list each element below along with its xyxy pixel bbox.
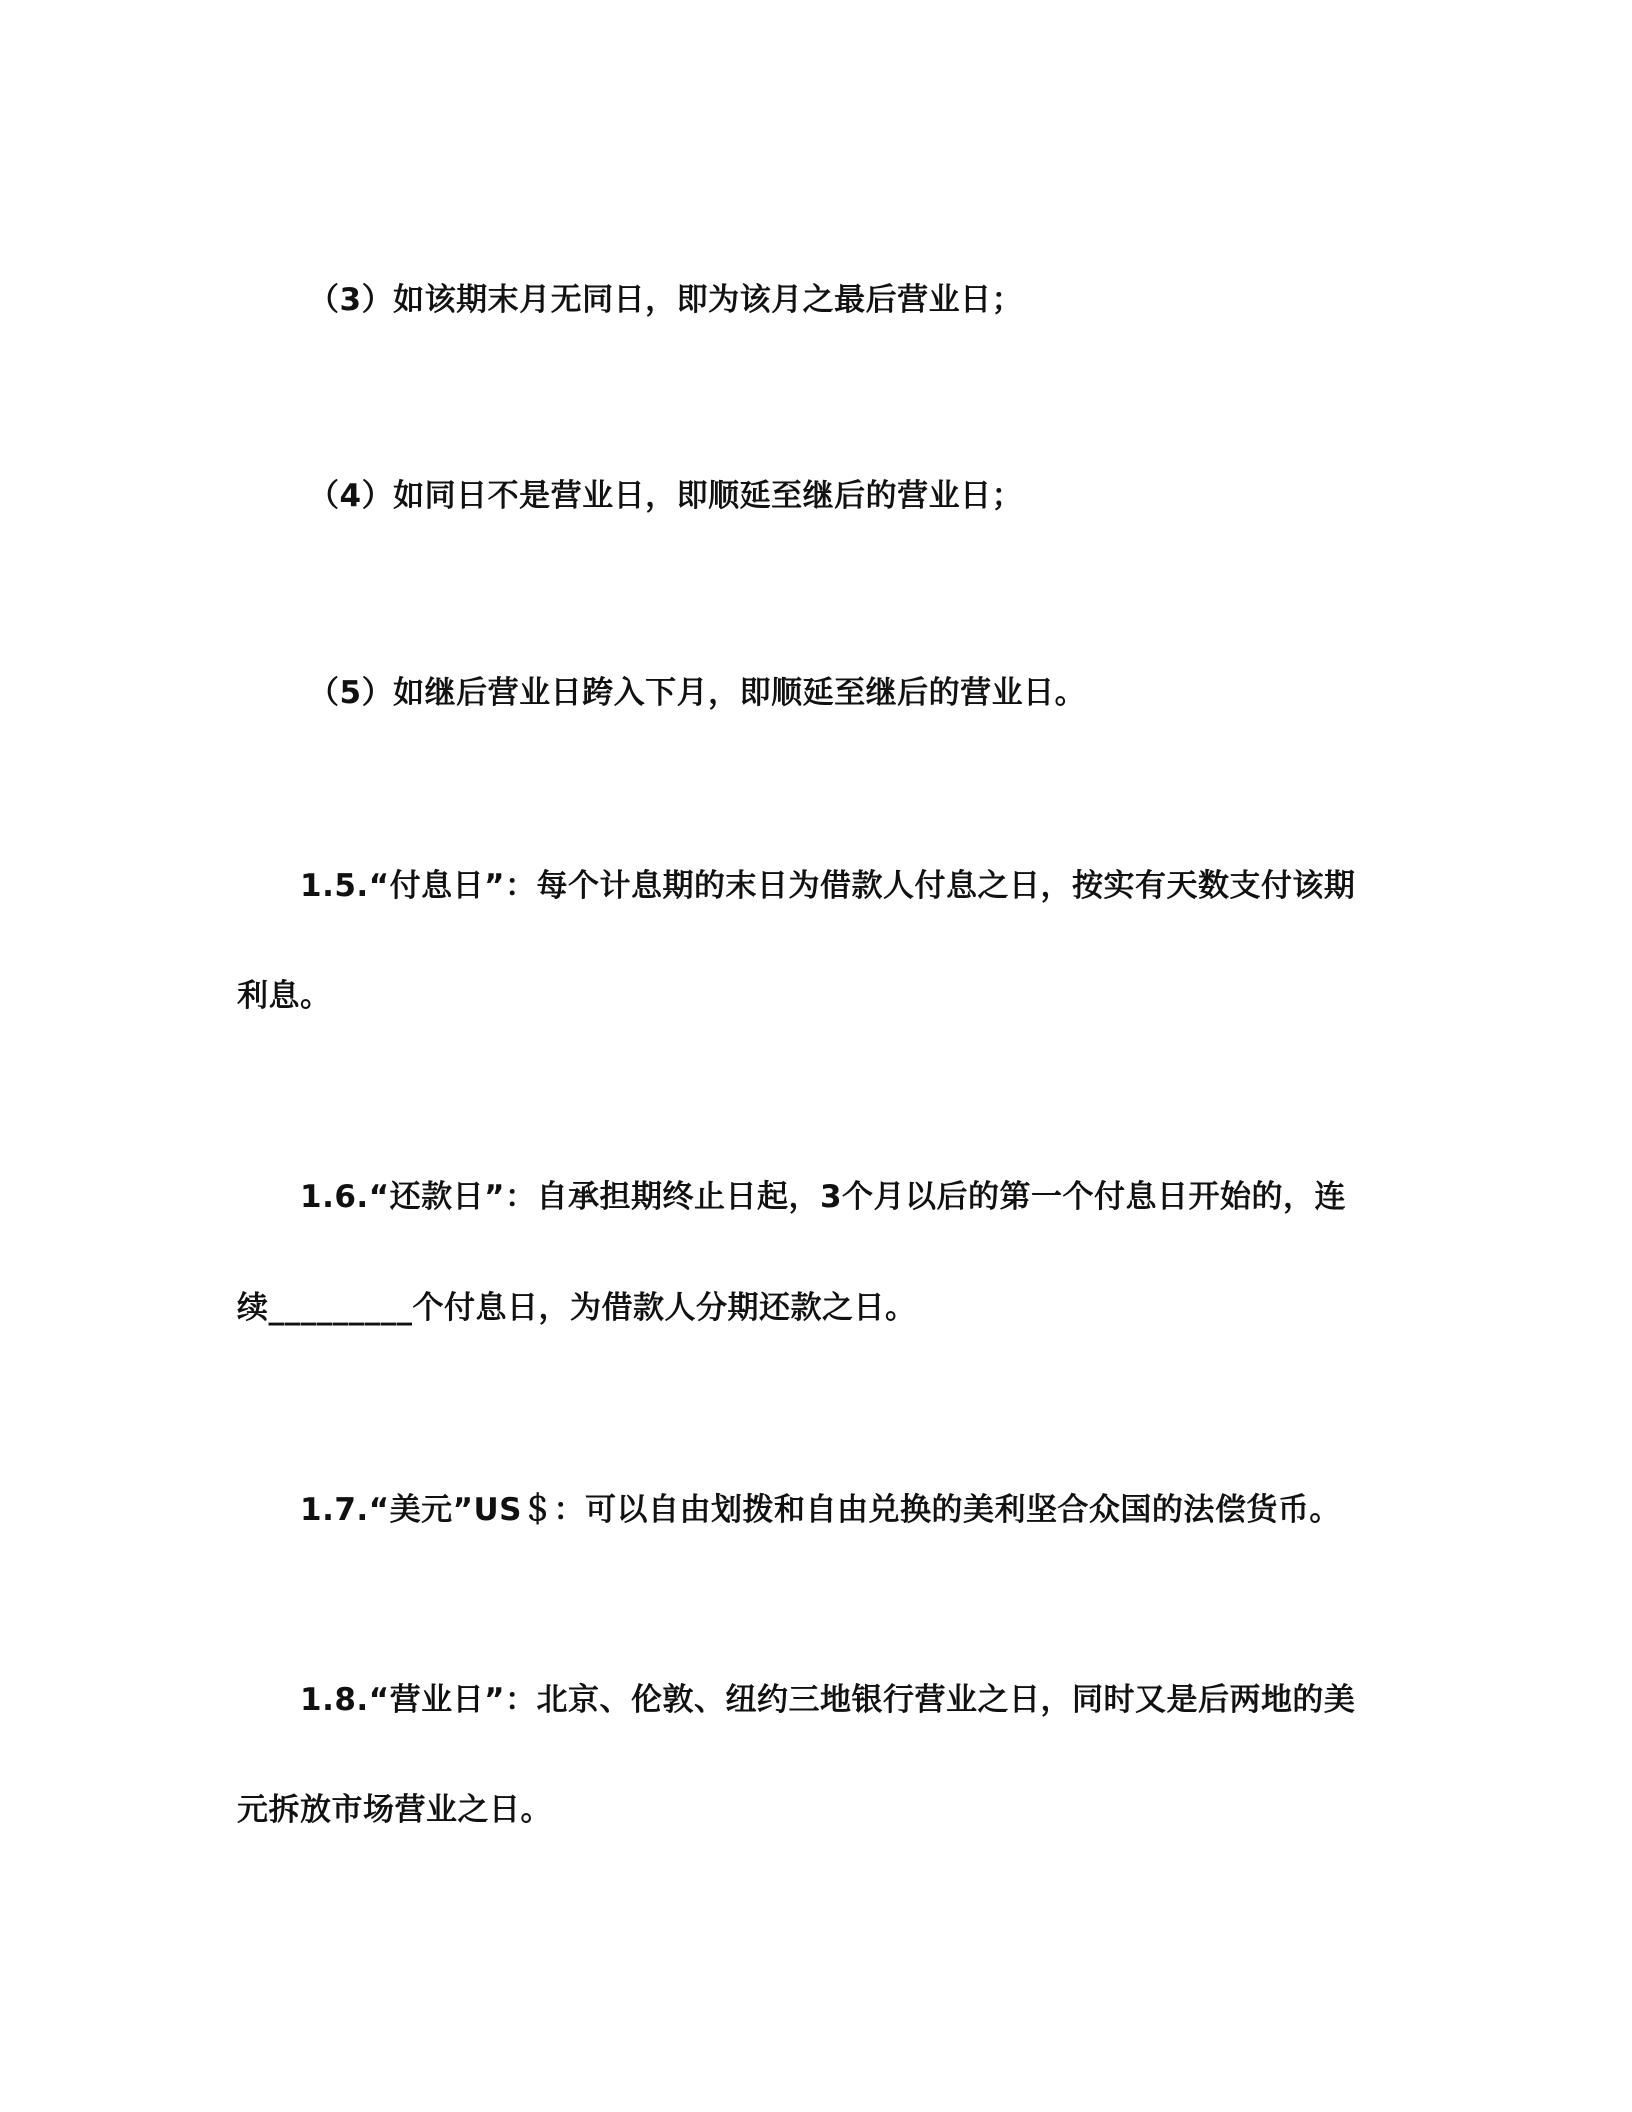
clause-1-6-line-1: 1.6.“还款日”：自承担期终止日起，3个月以后的第一个付息日开始的，连 [300,1179,1347,1215]
clause-1-8-line-1: 1.8.“营业日”：北京、伦敦、纽约三地银行营业之日，同时又是后两地的美 [300,1682,1356,1718]
clause-1-5-line-1: 1.5.“付息日”：每个计息期的末日为借款人付息之日，按实有天数支付该期 [300,868,1356,904]
clause-1-6-line-2: 续_________个付息日，为借款人分期还款之日。 [237,1290,917,1326]
list-item-3: （3）如该期末月无同日，即为该月之最后营业日； [308,282,1024,318]
clause-1-5-line-2: 利息。 [237,978,332,1014]
list-item-4: （4）如同日不是营业日，即顺延至继后的营业日； [308,478,1024,514]
clause-1-7-line-1: 1.7.“美元”US＄：可以自由划拨和自由兑换的美利坚合众国的法偿货币。 [300,1492,1341,1528]
clause-1-8-line-2: 元拆放市场营业之日。 [237,1792,552,1828]
list-item-5: （5）如继后营业日跨入下月，即顺延至继后的营业日。 [308,675,1087,711]
